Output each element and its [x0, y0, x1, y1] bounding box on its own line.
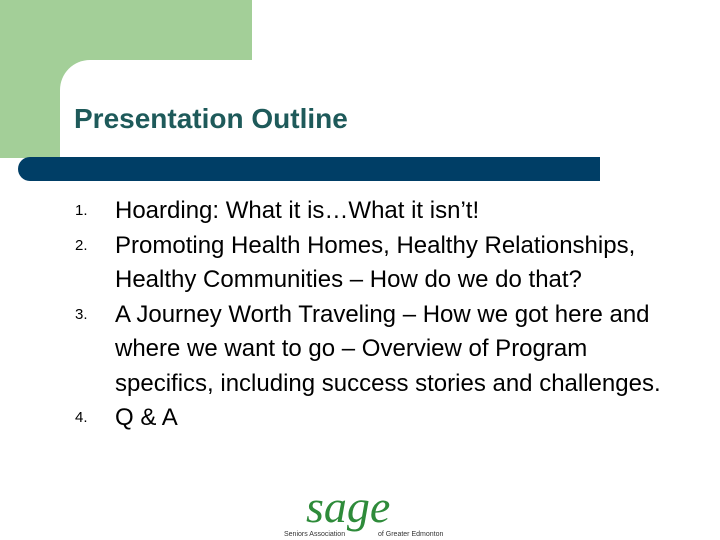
outline-item-3 — [75, 298, 675, 402]
title-underline-bar — [18, 157, 600, 181]
slide-title: Presentation Outline — [74, 103, 348, 134]
item-number: 1. — [75, 202, 88, 219]
item-text: A Journey Worth Traveling – How we got here and where we want to go – Overview of Program specifics, including success stories and challenges. — [115, 300, 661, 397]
logo-tagline-left: Seniors Association — [284, 531, 346, 538]
item-number: 2. — [75, 236, 88, 254]
item-number: 4. — [75, 409, 88, 426]
item-number: 3. — [75, 305, 88, 323]
item-text: Hoarding: What it is…What it isn’t! — [115, 197, 480, 224]
outline-item-1 — [75, 194, 675, 229]
outline-list — [75, 194, 675, 436]
outline-item-2 — [75, 229, 675, 298]
outline-item-4 — [75, 401, 675, 436]
item-text: Promoting Health Homes, Healthy Relationships, Healthy Communities – How do we do that? — [115, 231, 636, 293]
sage-logo — [280, 484, 452, 540]
logo-wordmark: sage — [306, 484, 391, 532]
logo-tagline-right: of Greater Edmonton — [378, 531, 444, 538]
item-text: Q & A — [115, 404, 178, 431]
